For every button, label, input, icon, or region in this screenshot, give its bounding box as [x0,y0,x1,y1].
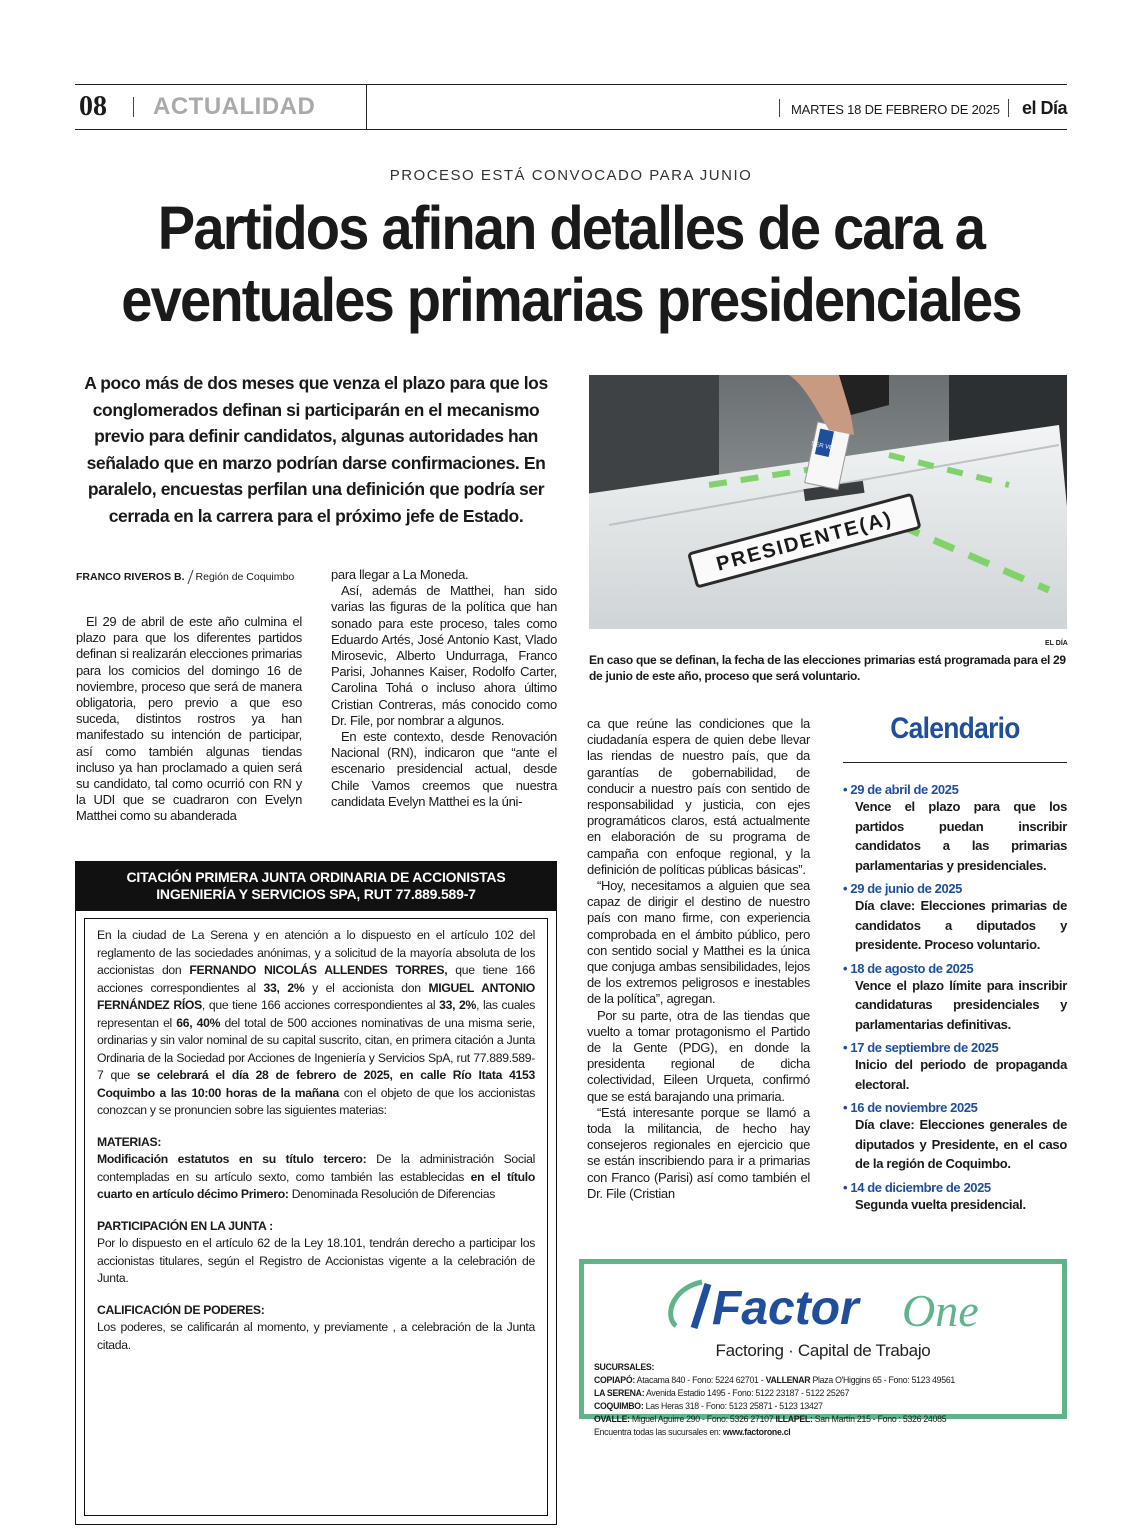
calendar-rule [843,762,1067,763]
branch-info: Miguel Aguirre 290 - Fono: 5326 27107 [629,1414,776,1425]
article-paragraph: “Hoy, necesitamos a alguien que sea capaz de dirigir el destino de nuestro país con mano firme, con experiencia comprobada en el ámbito público, pero con sentido social y Matthei es la única que conjuga ambas sensibilidades, lejos de los extremos peligrosos e inestables de la política”, agregan. [587,878,810,1007]
article-paragraph: para llegar a La Moneda. [331,567,469,582]
newspaper-brand: el Día [1021,98,1067,118]
byline-slash [187,570,193,584]
legal-notice [75,861,557,1525]
article-column-3 [587,716,810,1202]
branch-city: OVALLE: [594,1414,630,1425]
notice-text: con el objeto de que los accionistas conozcan y se pronuncien sobre las siguientes materias: [97,1085,535,1117]
calendar-date: • 29 de abril de 2025 [843,782,1067,797]
photo-caption: En caso que se definan, la fecha de las elecciones primarias está programada para el 29 de junio de este año, proceso que será voluntario. [589,653,1066,683]
calendar-item [843,1100,1067,1174]
notice-text: 33, 2% [263,980,305,995]
notice-text: En la ciudad de La Serena y en atención a lo dispuesto en el artículo 102 del reglamento de las sociedades anónimas, y a solicitud de la mayoría absoluta de los accionistas don [97,928,535,977]
notice-title-line: INGENIERÍA Y SERVICIOS SPA, RUT 77.889.589-7 [156,886,476,902]
header-divider [1008,99,1009,117]
calendar-item [843,881,1067,955]
notice-text: en el título cuarto en artículo décimo Primero: [97,1169,535,1201]
notice-text: 66, 40% [176,1015,221,1030]
calendar-date: • 29 de junio de 2025 [843,881,1067,896]
calendar-desc: Día clave: Elecciones generales de diputados y Presidente, en el caso de la región de Coquimbo. [855,1117,1067,1171]
branch-line [594,1426,1017,1439]
notice-body [84,918,548,1516]
section-name: ACTUALIDAD [153,93,316,120]
article-column-1 [76,614,302,825]
article-paragraph: En este contexto, desde Renovación Nacional (RN), indicaron que “ante el escenario presidencial actual, desde Chile Vamos creemos que nuestra candidata Evelyn Matthei es la úni- [331,729,557,809]
calendar-desc: Inicio del periodo de propaganda electoral. [855,1057,1067,1092]
notice-text: Modificación estatutos en su título tercero: [97,1152,367,1166]
logo-text: Factor [712,1282,859,1335]
article-column-2 [331,567,557,810]
page-header [75,84,1067,130]
website-link[interactable]: www.factorone.cl [722,1427,791,1438]
calendar-item [843,1040,1067,1094]
article-paragraph: El 29 de abril de este año culmina el plazo para que los diferentes partidos definan si realizarán elecciones primarias para los comicios del domingo 16 de noviembre, proceso que será de manera obligatoria, pero previo a que eso suceda, distintos rostros ya han manifestado su intención de participar, así como también algunas tiendas incluso ya han proclamado a quien será su candidato, tal como ocurrió con RN y la UDI que se cuadraron con Evelyn Matthei como su abanderada [76,614,302,824]
branch-info: Encuentra todas las sucursales en: [594,1427,723,1438]
logo-script: One [902,1285,979,1336]
notice-text: , que tiene 166 acciones correspondientes al [201,998,440,1012]
notice-text: y el accionista don [304,980,429,995]
article-headline [82,192,1059,336]
author-name: FRANCO RIVEROS B. [76,570,185,583]
notice-text: MIGUEL ANTONIO FERNÁNDEZ RÍOS [97,980,535,1012]
notice-text: 33, 2% [439,998,477,1012]
branch-line [594,1387,1017,1400]
calendar-title: Calendario [890,712,1020,745]
branch-line [594,1413,1017,1426]
article-paragraph: “Está interesante porque se llamó a toda la militancia, de hecho hay consejeros regionales en ejercicio que se están inscribiendo para ir a primarias con Franco (Parisi) así como también el Dr. File (Cristian [587,1104,810,1201]
calendar-item [843,782,1067,875]
calendar-date: • 16 de noviembre 2025 [843,1100,1067,1115]
factorone-ad [579,1259,1067,1438]
notice-heading: PARTICIPACIÓN EN LA JUNTA : [97,1218,273,1233]
ad-tagline: Factoring · Capital de Trabajo [715,1341,931,1360]
notice-text: De la administración Social contempladas en su artículo sexto, como también las establecidas [97,1152,535,1184]
branch-line [594,1400,1017,1413]
headline-line: eventuales primarias presidenciales [121,266,1021,334]
notice-text: del total de 500 acciones nominativas de una misma serie, ordinarias y sin valor nominal de su capital suscrito, citan, en primera citación a Junta Ordinaria de la Sociedad por Acciones de Ingeniería y Servicios SpA, rut 77.889.589-7 que [97,1015,535,1082]
calendar-desc: Segunda vuelta presidencial. [855,1196,1026,1212]
byline [76,570,294,584]
notice-heading: MATERIAS: [97,1134,162,1149]
ad-branches [594,1361,1017,1439]
notice-paragraph [97,927,535,1120]
notice-text: Denominada Resolución de Diferencias [288,1187,495,1201]
notice-text: que tiene 166 acciones correspondientes al [97,963,535,995]
article-paragraph: Por su parte, otra de las tiendas que vuelto a tomar protagonismo el Partido de la Gente (PDG), en donde la presidenta regional de dicha colectividad, Eileen Urqueta, confirmó que se está barajando una primaria. [587,1007,810,1104]
branch-line [594,1374,1017,1387]
branches-title: SUCURSALES: [594,1362,655,1373]
photo-credit: EL DÍA [1045,640,1068,647]
calendar-desc: Vence el plazo límite para inscribir candidaturas presidenciales y parlamentarias definitivas. [855,977,1067,1032]
issue-date: MARTES 18 DE FEBRERO DE 2025 [791,102,1000,117]
article-lede: A poco más de dos meses que venza el plazo para que los conglomerados definan si participarán en el mecanismo previo para definir candidatos, algunas autoridades han señalado que en marzo podrían darse confirmaciones. En paralelo, encuestas perfilan una definición que podría ser cerrada en la carrera para el próximo jefe de Estado. [84,373,548,526]
article-photo [589,375,1067,629]
page-number: 08 [79,91,107,122]
factorone-logo [654,1276,1054,1336]
branch-city: VALLENAR [765,1375,811,1386]
card-label: SER VEL [810,441,837,453]
notice-paragraph: Los poderes, se calificarán al momento, y previamente , a celebración de la Junta citada. [97,1320,535,1352]
branch-city: ILLAPEL: [775,1414,813,1425]
notice-title [76,862,556,911]
header-divider [133,97,134,117]
notice-text: FERNANDO NICOLÁS ALLENDES TORRES, [189,963,448,977]
calendar-desc: Vence el plazo para que los partidos puedan inscribir candidatos a las primarias parlamentarias y presidenciales. [855,799,1067,873]
calendar-date: • 18 de agosto de 2025 [843,961,1067,976]
calendar-item [843,1180,1067,1215]
notice-heading: CALIFICACIÓN DE PODERES: [97,1302,265,1317]
calendar-list [843,782,1067,1220]
branch-city: COPIAPÓ: [594,1375,636,1386]
header-divider [366,85,367,130]
article-paragraph: Así, además de Matthei, han sido varias las figuras de la política que han sonado para este proceso, tales como Eduardo Artés, José Antonio Kast, Vlado Mirosevic, Alberto Undurraga, Franco Parisi, Johannes Kaiser, Rodolfo Carter, Carolina Tohá o incluso ahora último Cristian Contreras, más conocido como Dr. File, por nombrar a algunos. [331,583,557,728]
notice-title-line: CITACIÓN PRIMERA JUNTA ORDINARIA DE ACCIONISTAS [126,869,506,885]
notice-text: se celebrará el día 28 de febrero de 2025, en calle Río Itata 4153 Coquimbo a las 10:00 horas de la mañana [97,1068,535,1100]
notice-paragraph: Por lo dispuesto en el artículo 62 de la Ley 18.101, tendrán derecho a participar los accionistas titulares, según el Registro de Accionistas vigente a la celebración de Junta. [97,1236,535,1285]
author-location: Región de Coquimbo [195,570,295,583]
notice-paragraph [97,1151,535,1204]
article-kicker: PROCESO ESTÁ CONVOCADO PARA JUNIO [389,167,753,184]
branch-info: San Martín 215 - Fono : 5326 24085 [812,1414,947,1425]
headline-line: Partidos afinan detalles de cara a [157,194,985,262]
branch-info: Atacama 840 - Fono: 5224 62701 - [635,1375,766,1386]
article-paragraph: ca que reúne las condiciones que la ciudadanía espera de quien debe llevar las riendas de nuestro país, que da garantías de gobernabilidad, de conducir a nuestro país con sentido de responsabilidad y justicia, con ejes programáticos claros, está actualmente en elaboración de su programa de campaña con enfoque regional, y la definición de políticas públicas básicas”. [587,716,810,877]
ballot-label: PRESIDENTE(A) [714,507,896,576]
branch-info: Las Heras 318 - Fono: 5123 25871 - 5123 13427 [643,1401,823,1412]
calendar-date: • 17 de septiembre de 2025 [843,1040,1067,1055]
notice-text: , las cuales representan el [97,998,535,1030]
header-divider [779,99,780,117]
calendar-desc: Día clave: Elecciones primarias de candidatos a diputados y presidente. Proceso voluntario. [855,898,1067,952]
branch-info: Plaza O'Higgins 65 - Fono: 5123 49561 [810,1375,956,1386]
calendar-date: • 14 de diciembre de 2025 [843,1180,1067,1195]
branch-city: LA SERENA: [594,1388,645,1399]
ballot-box-illustration [589,375,1067,629]
branch-city: COQUIMBO: [594,1401,644,1412]
branch-info: Avenida Estadio 1495 - Fono: 5122 23187 - 5122 25267 [644,1388,850,1399]
calendar-item [843,961,1067,1035]
